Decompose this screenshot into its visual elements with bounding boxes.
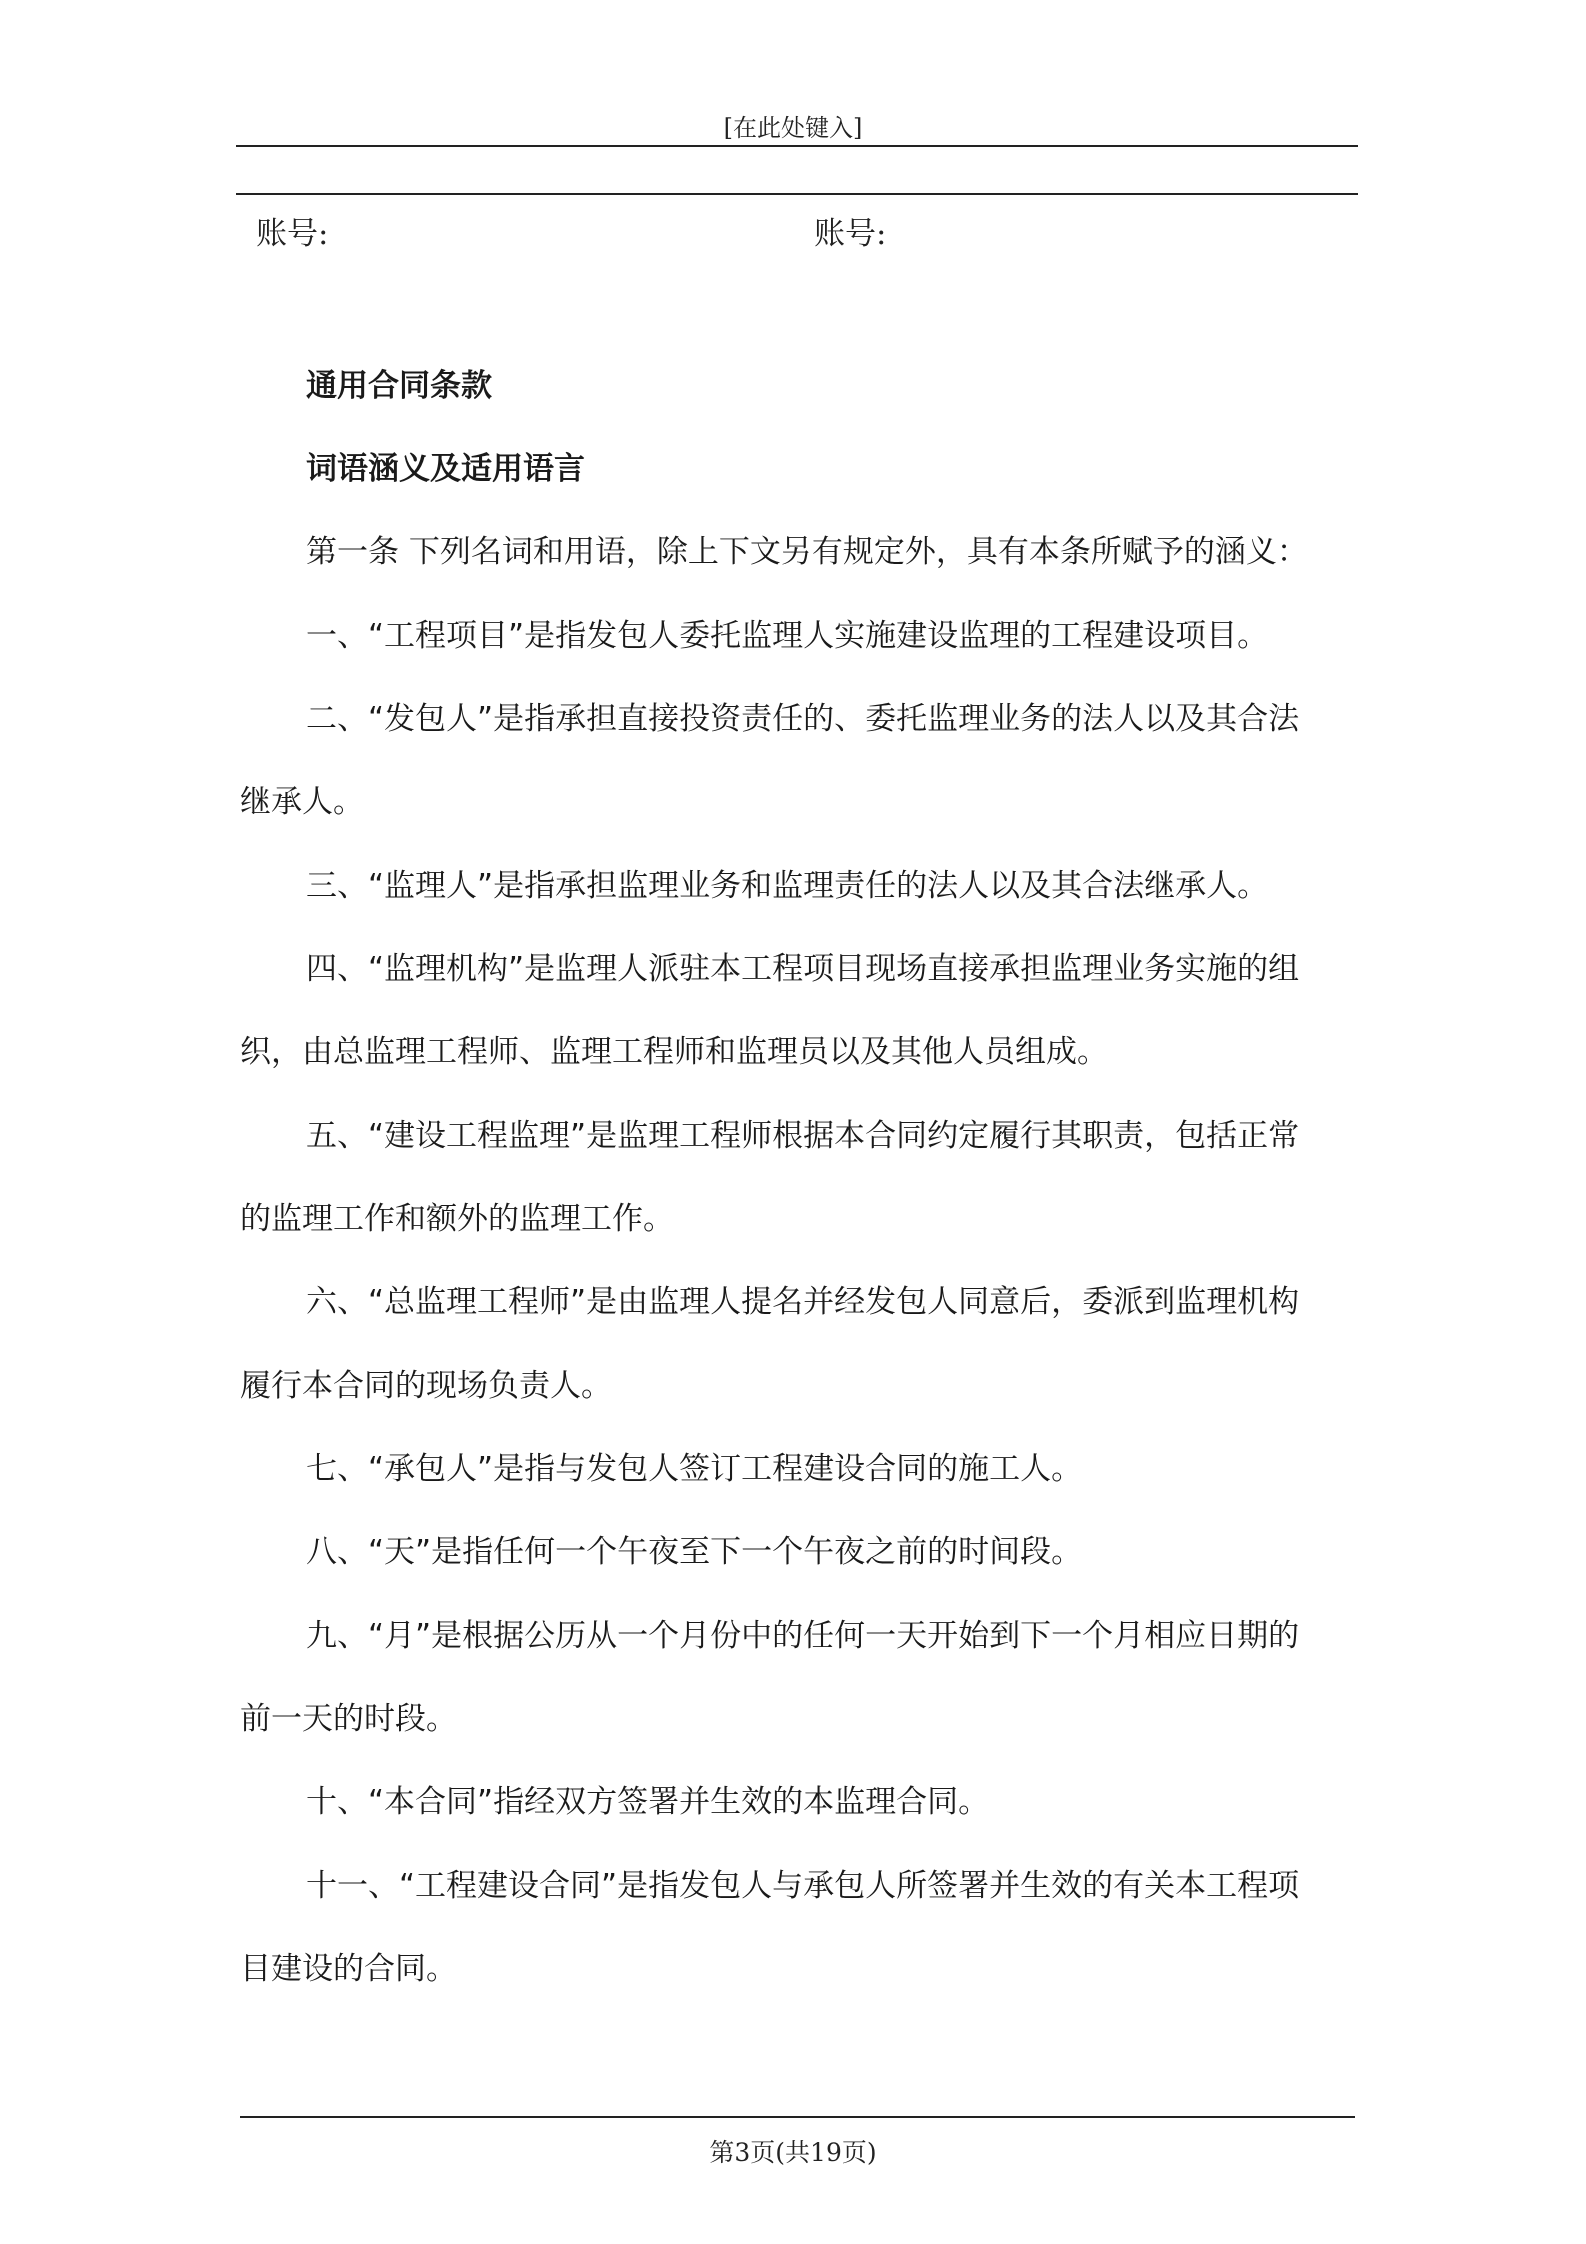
definition-1-line-1: 一、“工程项目”是指发包人委托监理人实施建设监理的工程建设项目。	[306, 618, 1269, 654]
definition-6-line-2: 履行本合同的现场负责人。	[240, 1368, 612, 1404]
definition-4-line-1: 四、“监理机构”是监理人派驻本工程项目现场直接承担监理业务实施的组	[306, 951, 1300, 987]
page-number: 第3页(共19页)	[709, 2138, 877, 2167]
definition-2-line-2: 继承人。	[240, 784, 364, 820]
subsection-title: 词语涵义及适用语言	[306, 451, 585, 487]
header-rule	[236, 145, 1358, 147]
definition-11-line-2: 目建设的合同。	[240, 1951, 457, 1987]
article-intro: 第一条 下列名词和用语，除上下文另有规定外，具有本条所赋予的涵义：	[306, 534, 1308, 570]
definition-11-line-1: 十一、“工程建设合同”是指发包人与承包人所签署并生效的有关本工程项	[306, 1868, 1300, 1904]
definition-6-line-1: 六、“总监理工程师”是由监理人提名并经发包人同意后，委派到监理机构	[306, 1284, 1300, 1320]
footer-rule	[240, 2116, 1355, 2118]
account-label-left: 账号:	[256, 216, 329, 252]
definition-10-line-1: 十、“本合同”指经双方签署并生效的本监理合同。	[306, 1784, 990, 1820]
definition-7-line-1: 七、“承包人”是指与发包人签订工程建设合同的施工人。	[306, 1451, 1083, 1487]
header-rule-lower	[236, 193, 1358, 195]
definition-5-line-2: 的监理工作和额外的监理工作。	[240, 1201, 674, 1237]
definition-9-line-1: 九、“月”是根据公历从一个月份中的任何一天开始到下一个月相应日期的	[306, 1618, 1300, 1654]
page-header-text: [在此处键入]	[723, 114, 863, 142]
definition-8-line-1: 八、“天”是指任何一个午夜至下一个午夜之前的时间段。	[306, 1534, 1083, 1570]
definition-2-line-1: 二、“发包人”是指承担直接投资责任的、委托监理业务的法人以及其合法	[306, 701, 1300, 737]
definition-4-line-2: 织，由总监理工程师、监理工程师和监理员以及其他人员组成。	[240, 1034, 1108, 1070]
definition-9-line-2: 前一天的时段。	[240, 1701, 457, 1737]
account-label-right: 账号:	[814, 216, 887, 252]
definition-3-line-1: 三、“监理人”是指承担监理业务和监理责任的法人以及其合法继承人。	[306, 868, 1269, 904]
section-title: 通用合同条款	[306, 368, 492, 404]
definition-5-line-1: 五、“建设工程监理”是监理工程师根据本合同约定履行其职责，包括正常	[306, 1118, 1300, 1154]
